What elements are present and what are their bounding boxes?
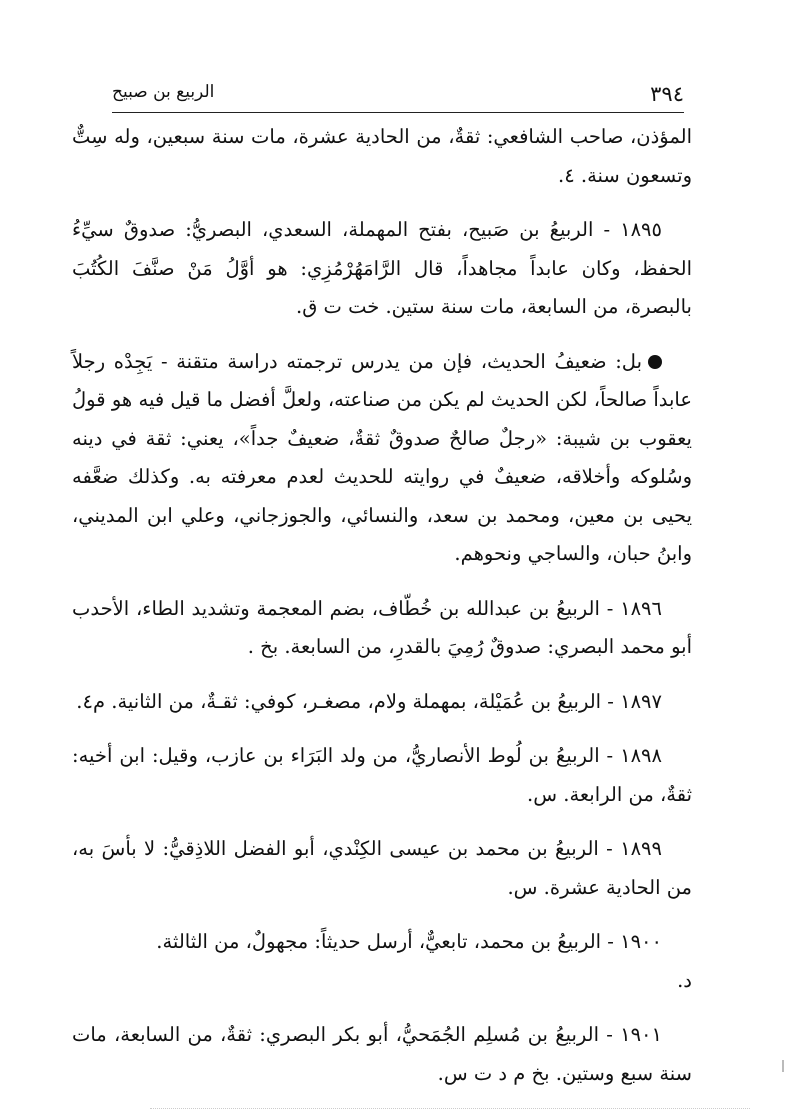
bullet-icon [648,355,662,369]
entry-1901: ١٩٠١ - الربيعُ بن مُسلِم الجُمَحيُّ، أبو بكر البصري: ثقةٌ، من السابعة، مات سنة سبع وستين. بخ م د ت س. [72,1023,692,1085]
scan-artifact [782,1060,784,1072]
editor-note-text: بل: ضعيفُ الحديث، فإن من يدرس ترجمته دراسة متقنة - يَجِدْه رجلاً عابداً صالحاً، لكن الحديث لم يكن من صناعته، ولعلَّ أفضل ما قيل فيه هو قولُ يعقوب بن شيبة: «رجلٌ صالحٌ صدوقٌ ثقةٌ، ضعيفٌ جداً»، يعني: ثقة في دينه وسُلوكه وأخلاقه، ضعيفٌ في روايته للحديث لعدم معرفته به. وكذلك ضعَّفه يحيى بن معين، ومحمد بن سعد، والنسائي، والجوزجاني، وعلي ابن المديني، وابنُ حبان، والساجي ونحوهم. [72,349,692,565]
entry-1898: ١٨٩٨ - الربيعُ بن لُوط الأنصاريُّ، من ولد البَرَاء بن عازب، وقيل: ابن أخيه: ثقةٌ، من الرابعة. س. [72,744,692,806]
running-header [112,82,684,113]
entry-1895: ١٨٩٥ - الربيعُ بن صَبيح، بفتح المهملة، السعدي، البصريُّ: صدوقٌ سيِّءُ الحفظ، وكان عابداً مجاهداً، قال الرَّامَهُرْمُزِي: هو أوَّلُ مَنْ صنَّفَ الكُتُبَ بالبصرة، من السابعة، مات سنة ستين. خت ت ق. [72,218,692,318]
entry-1896: ١٨٩٦ - الربيعُ بن عبدالله بن خُطّاف، بضم المعجمة وتشديد الطاء، الأحدب أبو محمد البصري: صدوقٌ رُمِيَ بالقدرِ، من السابعة. بخ . [72,596,692,658]
running-title: الربيع بن صبيح [112,82,215,102]
entry-1899: ١٨٩٩ - الربيعُ بن محمد بن عيسى الكِنْدي، أبو الفضل اللاذِقيُّ: لا بأسَ به، من الحادية عشرة. س. [72,837,692,899]
scan-bottom-edge [150,1108,750,1113]
entry-1897: ١٨٩٧ - الربيعُ بن عُمَيْلة، بمهملة ولام، مصغـر، كوفي: ثقـةٌ، من الثانية. م٤. [76,689,662,713]
page-body [72,118,692,1093]
entry-continuation: المؤذن، صاحب الشافعي: ثقةٌ، من الحادية عشرة، مات سنة سبعين، وله سِتٌّ وتسعون سنة. ٤. [72,125,692,187]
entry-1900-tail: د. [677,968,692,992]
page-number: ٣٩٤ [650,82,684,106]
entry-1900: ١٩٠٠ - الربيعُ بن محمد، تابعيٌّ، أرسل حديثاً: مجهولٌ، من الثالثة. [156,930,662,953]
editor-note [72,343,692,574]
